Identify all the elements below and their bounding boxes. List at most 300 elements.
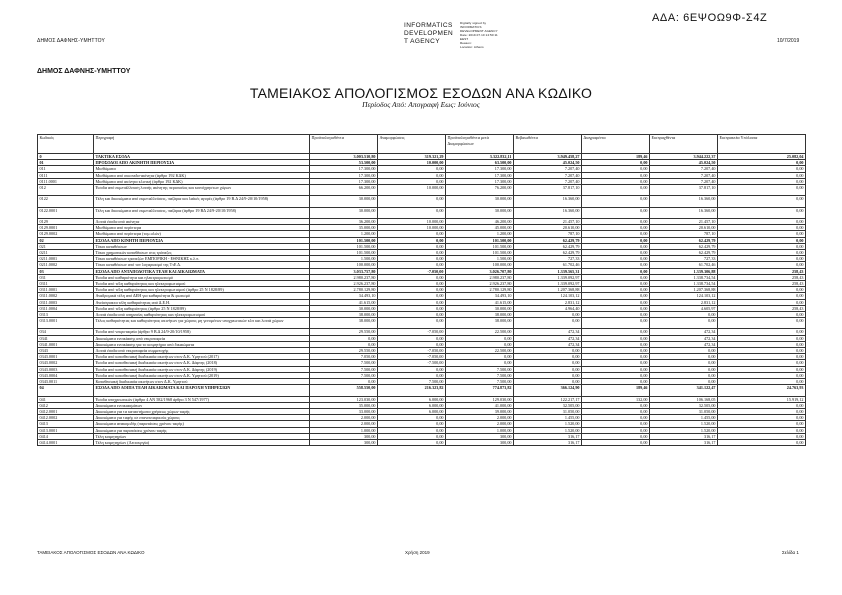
cell-remaining: 0,00 — [718, 408, 806, 414]
cell-budget: 7.500,00 — [310, 372, 378, 378]
cell-budget: 3.033.757,80 — [310, 268, 378, 274]
cell-budget-adjusted: 774.873,82 — [446, 385, 514, 396]
cell-assessed: 31.050,00 — [514, 408, 582, 414]
cell-description: Τόκοι καταθέσεων — [94, 243, 310, 249]
cell-budget: 7.500,00 — [310, 366, 378, 372]
cell-deleted: 0,00 — [582, 293, 650, 299]
cell-budget-adjusted: 46.200,00 — [446, 218, 514, 224]
cell-assessed: 0,00 — [514, 318, 582, 329]
cell-assessed: 472,34 — [514, 329, 582, 335]
cell-assessed: 62.429,79 — [514, 249, 582, 255]
cell-description: Τέλη κοιμητηρίων — [94, 433, 310, 439]
cell-budget: 33.000,00 — [310, 408, 378, 414]
cell-budget-adjusted: 3.026.707,80 — [446, 268, 514, 274]
cell-code: 02 — [38, 237, 94, 243]
cell-collected: 0,00 — [650, 372, 718, 378]
cell-description: Έσοδα από τέλη καθαριότητας και ηλεκτροφωτισμού — [94, 280, 310, 286]
cell-description: ΕΣΟΔΑ ΑΠΟ ΑΝΤΑΠΟΔΟΤΙΚΑ ΤΕΛΗ ΚΑΙ ΔΙΚΑΙΩΜΑΤΑ — [94, 268, 310, 274]
cell-deleted: 0,00 — [582, 379, 650, 385]
cell-collected: 2.831,12 — [650, 299, 718, 305]
cell-collected: 62.429,79 — [650, 237, 718, 243]
cell-adjustments: 0,00 — [378, 287, 446, 293]
cell-adjustments: 0,00 — [378, 249, 446, 255]
cell-code: 0343.0001 — [38, 354, 94, 360]
cell-remaining: 0,00 — [718, 360, 806, 366]
column-header-collected: Εισπραχθέντα — [650, 135, 718, 154]
cell-budget-adjusted: 300,00 — [446, 433, 514, 439]
cell-budget-adjusted: 39.000,00 — [446, 408, 514, 414]
cell-assessed: 0,00 — [514, 354, 582, 360]
cell-code: 0413 — [38, 421, 94, 427]
cell-collected: 3.944.222,37 — [650, 154, 718, 160]
cell-deleted: 189,46 — [582, 154, 650, 160]
cell-description: Μισθώματα — [94, 166, 310, 172]
cell-remaining: 0,00 — [718, 379, 806, 385]
cell-budget-adjusted: 63.500,00 — [446, 160, 514, 166]
cell-adjustments: 7.500,00 — [378, 379, 446, 385]
column-header-adjustments: Αναμορφώσεις — [378, 135, 446, 154]
cell-assessed: 45.024,50 — [514, 160, 582, 166]
signature-detail-line: Location: Athens — [460, 45, 484, 49]
cell-code: 0341 — [38, 335, 94, 341]
cell-code: 031 — [38, 274, 94, 280]
cell-adjustments: 0,00 — [378, 166, 446, 172]
cell-deleted: 0,00 — [582, 256, 650, 262]
column-header-remaining: Εισπρακτέα Υπόλοιπα — [718, 135, 806, 154]
cell-assessed: 0,00 — [514, 366, 582, 372]
signature-agency-line: INFORMATICS — [404, 22, 453, 29]
signature-agency-line: DEVELOPMEN — [404, 30, 454, 37]
cell-collected: 1.455,00 — [650, 415, 718, 421]
signature-detail-line: EEST — [460, 37, 469, 41]
cell-deleted: 0,00 — [582, 218, 650, 224]
cell-budget-adjusted: 100.000,00 — [446, 262, 514, 268]
cell-deleted: 0,00 — [582, 366, 650, 372]
cell-adjustments: 0,00 — [378, 274, 446, 280]
signature-agency — [404, 22, 453, 46]
cell-remaining: 0,00 — [718, 293, 806, 299]
cell-collected: 727,33 — [650, 256, 718, 262]
cell-adjustments: 0,00 — [378, 262, 446, 268]
cell-code: 0413.0001 — [38, 427, 94, 433]
cell-adjustments: -7.050,00 — [378, 329, 446, 335]
cell-deleted: 0,00 — [582, 299, 650, 305]
cell-collected: 0,00 — [650, 318, 718, 329]
cell-description: Μισθώματα από ακίνητα κλινική (άρθρο 192 ΚΔΚ) — [94, 178, 310, 184]
cell-description: Λοιπά έσοδα από ακίνητα — [94, 218, 310, 224]
cell-remaining: 0,00 — [718, 329, 806, 335]
cell-deleted: 0,00 — [582, 335, 650, 341]
signature-detail-line: INFORMATICS — [460, 25, 482, 29]
cell-deleted: 0,00 — [582, 243, 650, 249]
cell-remaining: 258,43 — [718, 280, 806, 286]
cell-assessed: 1.520,00 — [514, 421, 582, 427]
cell-collected: 32.505,00 — [650, 402, 718, 408]
cell-budget: 0,00 — [310, 341, 378, 347]
cell-collected: 61.702,46 — [650, 262, 718, 268]
cell-deleted: 0,00 — [582, 160, 650, 166]
cell-assessed: 1.339.565,31 — [514, 268, 582, 274]
cell-budget: 101.500,00 — [310, 243, 378, 249]
cell-budget: 41.615,00 — [310, 299, 378, 305]
cell-assessed: 21.457,10 — [514, 218, 582, 224]
cell-assessed: 124.103,12 — [514, 293, 582, 299]
footer-page-number: Σελίδα 1 — [782, 550, 799, 555]
cell-adjustments: 0,00 — [378, 243, 446, 249]
cell-budget: 34.493,10 — [310, 293, 378, 299]
cell-deleted: 0,00 — [582, 354, 650, 360]
cell-budget: 36.200,00 — [310, 218, 378, 224]
cell-code: 0311 — [38, 280, 94, 286]
cell-assessed: 1.520,00 — [514, 427, 582, 433]
footer-report-name: ΤΑΜΕΙΑΚΟΣ ΑΠΟΛΟΓΙΣΜΟΣ ΕΣΟΔΩΝ ΑΝΑ ΚΩΔΙΚΟ — [37, 550, 145, 555]
cell-remaining: 0,00 — [718, 311, 806, 317]
cell-description: Έσοδα από καταθεσιακή διαδικασία ακινήτων στον Δ.Κ. Υμηττού (2017) — [94, 354, 310, 360]
header-municipality-small: ΔΗΜΟΣ ΔΑΦΝΗΣ-ΥΜΗΤΤΟΥ — [37, 38, 105, 44]
cell-budget: 100.000,00 — [310, 262, 378, 268]
cell-description: Έσοδα υποχρεωτικών (άρθρο 4 ΑΝ 582/1968 άρθρο 3 Ν 547/1977) — [94, 396, 310, 402]
cell-collected: 472,34 — [650, 335, 718, 341]
column-header-description: Περιγραφή — [94, 135, 310, 154]
table-row — [38, 207, 806, 218]
cell-budget-adjusted: 7.500,00 — [446, 366, 514, 372]
cell-code: 011 — [38, 166, 94, 172]
cell-remaining: 0,00 — [718, 178, 806, 184]
cell-budget: 2.000,00 — [310, 421, 378, 427]
cell-collected: 1.338.734,54 — [650, 280, 718, 286]
cell-collected: 21.457,10 — [650, 218, 718, 224]
cell-deleted: 0,00 — [582, 280, 650, 286]
cell-description: Δικαιώματα ενοικίασης για το κοιμητήριο από δικαιώματα — [94, 341, 310, 347]
column-header-budget: Προϋπολογισθέντα — [310, 135, 378, 154]
cell-adjustments: 0,00 — [378, 172, 446, 178]
cell-code: 0412.0001 — [38, 408, 94, 414]
cell-budget: 101.500,00 — [310, 249, 378, 255]
cell-collected: 341.122,47 — [650, 385, 718, 396]
cell-deleted: 0,00 — [582, 262, 650, 268]
cell-budget-adjusted: 3.322.832,11 — [446, 154, 514, 160]
cell-budget: 17.300,00 — [310, 166, 378, 172]
signature-details — [460, 21, 498, 49]
cell-budget-adjusted: 17.300,00 — [446, 166, 514, 172]
cell-remaining: 0,00 — [718, 256, 806, 262]
cell-collected: 787,10 — [650, 231, 718, 237]
cell-adjustments: 6.000,00 — [378, 408, 446, 414]
cell-deleted: 0,00 — [582, 427, 650, 433]
cell-code: 0 — [38, 154, 94, 160]
cell-code: 034 — [38, 329, 94, 335]
cell-assessed: 1.339.092,97 — [514, 274, 582, 280]
cell-remaining: 0,00 — [718, 218, 806, 224]
cell-adjustments: -7.500,00 — [378, 360, 446, 366]
cell-adjustments: 0,00 — [378, 341, 446, 347]
cell-assessed: 32.505,00 — [514, 402, 582, 408]
cell-budget: 2.926.237,80 — [310, 280, 378, 286]
cell-description: Έσοδα από καταθεσιακή διαδικασία ακινήτων στον Δ.Κ. Υμηττού (2019) — [94, 372, 310, 378]
cell-description: Ανείσπρακτα τέλη καθαριότητας από Δ.Ε.Η. — [94, 299, 310, 305]
cell-code: 0341.0001 — [38, 341, 94, 347]
cell-deleted: 0,00 — [582, 274, 650, 280]
cell-remaining: 0,00 — [718, 225, 806, 231]
cell-adjustments: 0,00 — [378, 372, 446, 378]
cell-budget: 7.050,00 — [310, 354, 378, 360]
cell-deleted: 0,00 — [582, 249, 650, 255]
cell-assessed: 0,00 — [514, 372, 582, 378]
cell-code: 0414 — [38, 433, 94, 439]
cell-deleted: 0,00 — [582, 433, 650, 439]
cell-assessed: 4.964,40 — [514, 305, 582, 311]
cell-budget: 66.200,00 — [310, 185, 378, 196]
cell-remaining: 0,00 — [718, 318, 806, 329]
cell-remaining: 0,00 — [718, 207, 806, 218]
cell-code: 0412.0002 — [38, 415, 94, 421]
cell-code: 0211.0001 — [38, 256, 94, 262]
cell-assessed: 1.339.092,97 — [514, 280, 582, 286]
cell-description: Καταθεσιακή διαδικασία ακινήτων στον Δ.Κ. Υμηττού — [94, 379, 310, 385]
cell-code: 0122 — [38, 196, 94, 207]
cell-code: 021 — [38, 243, 94, 249]
cell-remaining: 0,00 — [718, 287, 806, 293]
cell-budget-adjusted: 76.200,00 — [446, 185, 514, 196]
cell-budget: 2.780.129,80 — [310, 287, 378, 293]
cell-code: 0129.0002 — [38, 231, 94, 237]
cell-description: Αναδρομικά τέλη από ΔΕΗ για καθαριότητα & φωτισμό — [94, 293, 310, 299]
cell-budget: 35.000,00 — [310, 402, 378, 408]
cell-description: ΠΡΟΣΟΔΟΙ ΑΠΟ ΑΚΙΝΗΤΗ ΠΕΡΙΟΥΣΙΑ — [94, 160, 310, 166]
cell-assessed: 0,00 — [514, 379, 582, 385]
cell-assessed: 1.455,00 — [514, 415, 582, 421]
cell-remaining: 0,00 — [718, 427, 806, 433]
cell-budget: 53.500,00 — [310, 160, 378, 166]
cell-deleted: 0,00 — [582, 402, 650, 408]
cell-budget-adjusted: 0,00 — [446, 335, 514, 341]
cell-remaining: 0,00 — [718, 185, 806, 196]
cell-description: Λοιπά έσοδα από υπηρεσίες καθαριότητας και ηλεκτροφωτισμού — [94, 311, 310, 317]
cell-deleted: 0,00 — [582, 196, 650, 207]
cell-adjustments: 0,00 — [378, 427, 446, 433]
cell-assessed: 16.360,00 — [514, 207, 582, 218]
cell-collected: 4.605,97 — [650, 305, 718, 311]
cell-deleted: 132,00 — [582, 396, 650, 402]
cell-description: Έσοδα από νεκροταφεία (άρθρο 9 Β.Δ 24/9-20/10/1958) — [94, 329, 310, 335]
cell-code: 0343.0002 — [38, 360, 94, 366]
cell-assessed: 7.207,40 — [514, 166, 582, 172]
cell-collected: 45.024,50 — [650, 160, 718, 166]
signature-detail-line: Digitally signed by — [460, 21, 487, 25]
page-title: ΤΑΜΕΙΑΚΟΣ ΑΠΟΛΟΓΙΣΜΟΣ ΕΣΟΔΩΝ ΑΝΑ ΚΩΔΙΚΟ — [249, 85, 593, 101]
cell-code: 0311.0001 — [38, 287, 94, 293]
cell-adjustments: 216.323,82 — [378, 385, 446, 396]
cell-budget-adjusted: 7.500,00 — [446, 372, 514, 378]
cell-budget-adjusted: 300,00 — [446, 440, 514, 446]
cell-assessed: 1.207.368,88 — [514, 287, 582, 293]
cell-assessed: 787,10 — [514, 231, 582, 237]
cell-code: 04 — [38, 385, 94, 396]
cell-adjustments: 0,00 — [378, 207, 446, 218]
cell-budget-adjusted: 30.000,00 — [446, 207, 514, 218]
cell-code: 0311.0002 — [38, 293, 94, 299]
cell-collected: 31.050,00 — [650, 408, 718, 414]
cell-collected: 62.429,79 — [650, 249, 718, 255]
column-header-budget-adjusted: Προϋπολογισθέντα μετά Διαμορφώσεων — [446, 135, 514, 154]
ada-code: ΑΔΑ: 6ΕΨΟΩ9Φ-Σ4Ζ — [652, 12, 768, 24]
cell-budget-adjusted: 22.500,00 — [446, 348, 514, 354]
cell-description: Τέλη και δικαιώματα από εκμεταλλευσεις, παζάρια (άρθρο 19 ΒΔ 24/9-20/10/1958) — [94, 207, 310, 218]
cell-deleted: 0,00 — [582, 311, 650, 317]
cell-collected: 1.338.734,54 — [650, 274, 718, 280]
cell-deleted: 0,00 — [582, 185, 650, 196]
cell-budget-adjusted: 101.500,00 — [446, 249, 514, 255]
cell-collected: 106.168,05 — [650, 396, 718, 402]
cell-adjustments: 0,00 — [378, 299, 446, 305]
cell-budget-adjusted: 129.030,00 — [446, 396, 514, 402]
cell-budget-adjusted: 1.500,00 — [446, 256, 514, 262]
cell-deleted: 0,00 — [582, 178, 650, 184]
cell-budget-adjusted: 30.000,00 — [446, 305, 514, 311]
cell-budget: 7.500,00 — [310, 360, 378, 366]
cell-assessed: 61.702,46 — [514, 262, 582, 268]
cell-remaining: 0,00 — [718, 299, 806, 305]
cell-remaining: 0,00 — [718, 348, 806, 354]
cell-budget: 3.003.510,80 — [310, 154, 378, 160]
cell-code: 0122.0001 — [38, 207, 94, 218]
cell-deleted: 189,46 — [582, 385, 650, 396]
cell-budget-adjusted: 38.000,00 — [446, 318, 514, 329]
cell-deleted: 0,00 — [582, 166, 650, 172]
cell-budget-adjusted: 101.500,00 — [446, 237, 514, 243]
cell-adjustments: 0,00 — [378, 318, 446, 329]
cell-description: Τόκοι χρηματικών καταθέσεων στις τράπεζες — [94, 249, 310, 255]
column-header-assessed: Βεβαιωθέντα — [514, 135, 582, 154]
cell-collected: 316,17 — [650, 440, 718, 446]
cell-remaining: 0,00 — [718, 440, 806, 446]
cell-adjustments: 6.000,00 — [378, 402, 446, 408]
cell-code: 0313.0001 — [38, 318, 94, 329]
signature-detail-line: Reason: — [460, 41, 472, 45]
cell-deleted: 0,00 — [582, 237, 650, 243]
cell-description: Δικαιώματα για παρατάσεις χρόνου ταφής — [94, 427, 310, 433]
cell-remaining: 0,00 — [718, 335, 806, 341]
cell-deleted: 0,00 — [582, 268, 650, 274]
header-date: 10/7/2019 — [777, 38, 800, 44]
cell-deleted: 0,00 — [582, 415, 650, 421]
cell-code: 0129 — [38, 218, 94, 224]
cell-assessed: 16.360,00 — [514, 196, 582, 207]
cell-assessed: 366.124,90 — [514, 385, 582, 396]
cell-remaining: 0,00 — [718, 372, 806, 378]
cell-collected: 7.207,40 — [650, 178, 718, 184]
cell-adjustments: 0,00 — [378, 415, 446, 421]
cell-budget-adjusted: 1.000,00 — [446, 427, 514, 433]
cell-code: 0313 — [38, 311, 94, 317]
cell-budget-adjusted: 41.615,00 — [446, 299, 514, 305]
cell-remaining: 0,00 — [718, 172, 806, 178]
cell-adjustments: 10.000,00 — [378, 225, 446, 231]
cell-budget: 0,00 — [310, 335, 378, 341]
column-header-code: Κωδικός — [38, 135, 94, 154]
cell-code: 0343.0011 — [38, 379, 94, 385]
cell-code: 0111.0001 — [38, 178, 94, 184]
cell-collected: 16.360,00 — [650, 196, 718, 207]
cell-deleted: 0,00 — [582, 231, 650, 237]
cell-budget-adjusted: 17.300,00 — [446, 172, 514, 178]
cell-budget-adjusted: 7.500,00 — [446, 379, 514, 385]
cell-description: ΤΑΚΤΙΚΑ ΕΣΟΔΑ — [94, 154, 310, 160]
cell-remaining: 24.763,93 — [718, 385, 806, 396]
cell-budget-adjusted: 17.300,00 — [446, 178, 514, 184]
cell-description: Έσοδα από καταθεσιακή διαδικασία ακινήτων στον Δ.Κ. Δάφνης (2018) — [94, 360, 310, 366]
cell-budget-adjusted: 38.000,00 — [446, 311, 514, 317]
cell-description: Μισθώματα από περίπτερα (τομ.υλών) — [94, 231, 310, 237]
cell-remaining: 0,00 — [718, 341, 806, 347]
cell-assessed: 316,17 — [514, 433, 582, 439]
cell-budget: 558.550,00 — [310, 385, 378, 396]
cell-code: 0343.0004 — [38, 372, 94, 378]
cell-deleted: 0,00 — [582, 341, 650, 347]
cell-budget: 38.000,00 — [310, 318, 378, 329]
cell-assessed: 7.207,40 — [514, 172, 582, 178]
cell-adjustments: 0,00 — [378, 178, 446, 184]
cell-code: 03 — [38, 268, 94, 274]
cell-description: Έσοδα από τέλη καθαριότητας (άρθρο 25 Ν 1828/89) — [94, 305, 310, 311]
cell-budget: 0,00 — [310, 379, 378, 385]
cell-budget: 30.000,00 — [310, 207, 378, 218]
cell-adjustments: 0,00 — [378, 305, 446, 311]
cell-code: 0311.0003 — [38, 299, 94, 305]
cell-assessed: 472,34 — [514, 341, 582, 347]
revenue-table — [37, 134, 806, 446]
cell-remaining: 0,00 — [718, 231, 806, 237]
cell-code: 0211.0002 — [38, 262, 94, 268]
cell-budget-adjusted: 2.000,00 — [446, 415, 514, 421]
cell-remaining: 0,00 — [718, 262, 806, 268]
cell-description: Τόκοι καταθέσεων από τον λογαριασμό της ΤτΕ Δ. — [94, 262, 310, 268]
cell-assessed: 472,34 — [514, 335, 582, 341]
cell-deleted: 0,00 — [582, 329, 650, 335]
cell-code: 0414.0001 — [38, 440, 94, 446]
cell-collected: 0,00 — [650, 354, 718, 360]
cell-collected: 0,00 — [650, 348, 718, 354]
cell-budget: 1.000,00 — [310, 427, 378, 433]
cell-description: Δικαιώματα για ταφής σε επανεκταφικούς χώρους — [94, 415, 310, 421]
cell-budget: 300,00 — [310, 440, 378, 446]
cell-adjustments: 0,00 — [378, 421, 446, 427]
cell-remaining: 0,00 — [718, 243, 806, 249]
cell-description: Τέλος καθαριότητας και καθαριότητας ακινήτων για χώρους μη γενομένων υποχρεωτικών κλπ και λοιπά χώρων — [94, 318, 310, 329]
cell-adjustments: 0,00 — [378, 280, 446, 286]
table-row — [38, 440, 806, 446]
cell-budget: 123.030,00 — [310, 396, 378, 402]
cell-description: Λοιπά έσοδα από νεκροταφεία συμμετοχής — [94, 348, 310, 354]
cell-adjustments: 10.000,00 — [378, 218, 446, 224]
cell-description: ΕΣΟΔΑ ΑΠΟ ΚΙΝΗΤΗ ΠΕΡΙΟΥΣΙΑ — [94, 237, 310, 243]
cell-code: 01 — [38, 160, 94, 166]
cell-budget-adjusted: 2.000,00 — [446, 421, 514, 427]
cell-deleted: 0,00 — [582, 207, 650, 218]
page-subtitle: Περίοδος Από: Απογραφή Εως: Ιούνιος — [362, 100, 480, 109]
cell-adjustments: 6.000,00 — [378, 396, 446, 402]
cell-description: Δικαιώματα ανακομιδής (παρατάσεις χρόνου ταφής) — [94, 421, 310, 427]
signature-agency-line: T AGENCY — [404, 38, 440, 45]
cell-assessed: 7.207,40 — [514, 178, 582, 184]
cell-budget: 1.200,00 — [310, 231, 378, 237]
cell-budget-adjusted: 41.000,00 — [446, 402, 514, 408]
cell-budget-adjusted: 101.500,00 — [446, 243, 514, 249]
cell-budget: 2.980.237,80 — [310, 274, 378, 280]
cell-description: Μισθώματα από οικοπεδα-ακίνητα (άρθρο 192 ΚΔΚ) — [94, 172, 310, 178]
cell-collected: 472,34 — [650, 341, 718, 347]
cell-budget: 29.550,00 — [310, 329, 378, 335]
